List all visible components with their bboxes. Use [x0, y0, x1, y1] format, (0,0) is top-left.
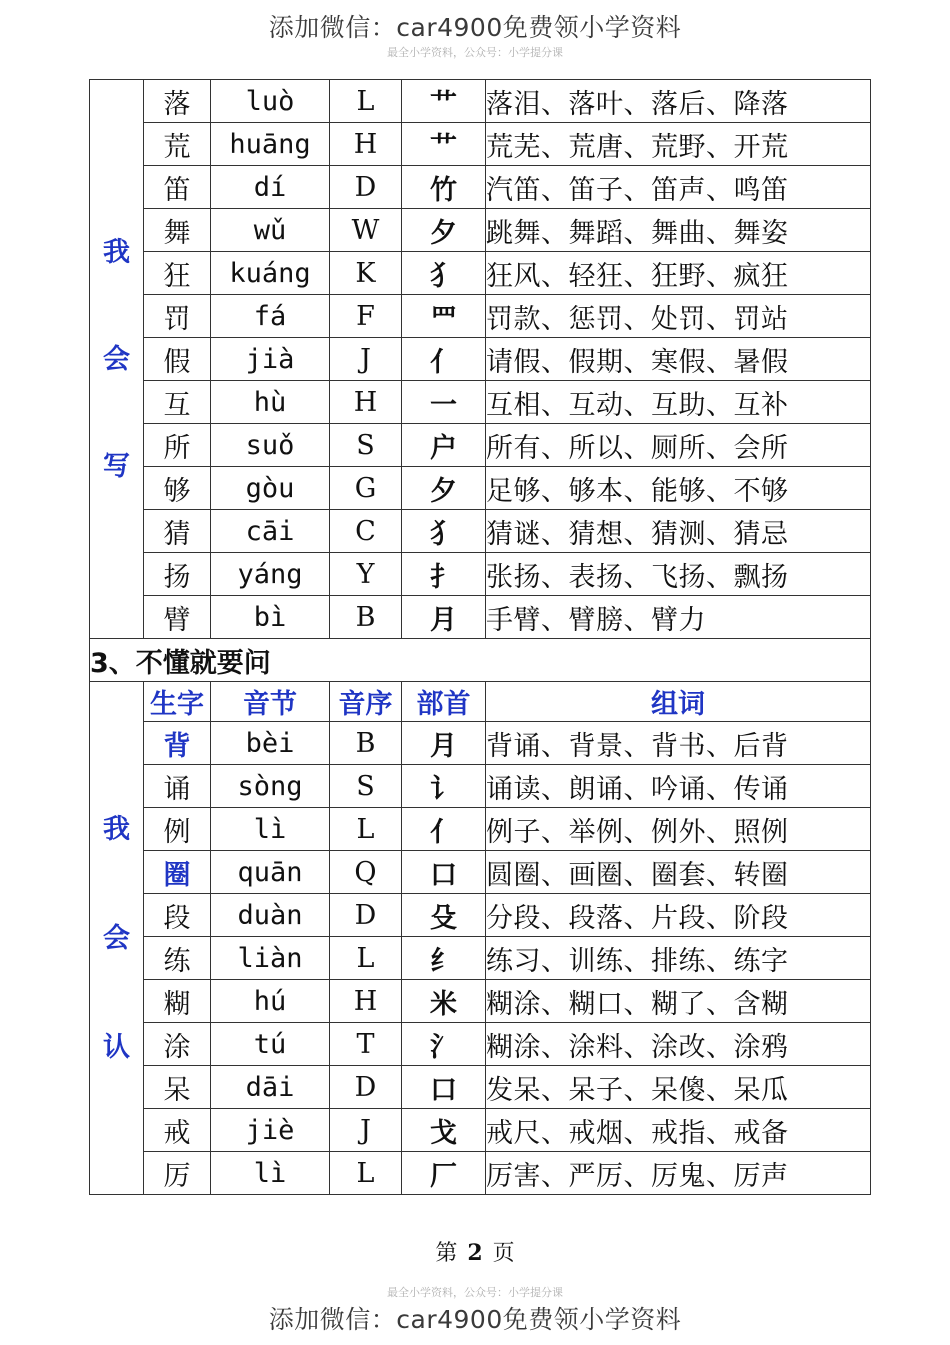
words-cell: 跳舞、舞蹈、舞曲、舞姿 — [486, 209, 871, 252]
pinyin-cell: lì — [211, 808, 330, 851]
table-row — [90, 1066, 871, 1109]
words-cell: 荒芜、荒唐、荒野、开荒 — [486, 123, 871, 166]
character-cell: 厉 — [144, 1152, 211, 1195]
character-cell: 诵 — [144, 765, 211, 808]
radical-cell: 扌 — [402, 553, 486, 596]
words-cell: 猜谜、猜想、猜测、猜忌 — [486, 510, 871, 553]
table-row — [90, 937, 871, 980]
pinyin-cell: luò — [211, 80, 330, 123]
table-row — [90, 1109, 871, 1152]
section-title: 3、不懂就要问 — [90, 639, 871, 682]
character-cell: 涂 — [144, 1023, 211, 1066]
pinyin-cell: dí — [211, 166, 330, 209]
letter-order-cell: J — [330, 1109, 402, 1152]
letter-order-cell: H — [330, 123, 402, 166]
words-cell: 足够、够本、能够、不够 — [486, 467, 871, 510]
table-row — [90, 424, 871, 467]
character-cell: 所 — [144, 424, 211, 467]
character-cell: 背 — [144, 722, 211, 765]
letter-order-cell: W — [330, 209, 402, 252]
table-row — [90, 980, 871, 1023]
character-cell: 臂 — [144, 596, 211, 639]
radical-cell: 夕 — [402, 209, 486, 252]
section-label-char: 我 — [103, 813, 130, 845]
section-title-row — [90, 639, 871, 682]
letter-order-cell: Q — [330, 851, 402, 894]
words-cell: 例子、举例、例外、照例 — [486, 808, 871, 851]
letter-order-cell: L — [330, 80, 402, 123]
character-cell: 例 — [144, 808, 211, 851]
character-cell: 糊 — [144, 980, 211, 1023]
pinyin-cell: huāng — [211, 123, 330, 166]
words-cell: 背诵、背景、背书、后背 — [486, 722, 871, 765]
radical-cell: 犭 — [402, 510, 486, 553]
words-cell: 所有、所以、厕所、会所 — [486, 424, 871, 467]
letter-order-cell: D — [330, 166, 402, 209]
character-cell: 扬 — [144, 553, 211, 596]
pinyin-cell: cāi — [211, 510, 330, 553]
letter-order-cell: K — [330, 252, 402, 295]
character-cell: 呆 — [144, 1066, 211, 1109]
radical-cell: 竹 — [402, 166, 486, 209]
pinyin-cell: kuáng — [211, 252, 330, 295]
table-row — [90, 894, 871, 937]
pinyin-cell: lì — [211, 1152, 330, 1195]
table-row — [90, 1023, 871, 1066]
table-row — [90, 381, 871, 424]
character-cell: 段 — [144, 894, 211, 937]
character-cell: 笛 — [144, 166, 211, 209]
radical-cell: 厂 — [402, 1152, 486, 1195]
words-cell: 罚款、惩罚、处罚、罚站 — [486, 295, 871, 338]
letter-order-cell: Y — [330, 553, 402, 596]
radical-cell: 艹 — [402, 80, 486, 123]
letter-order-cell: S — [330, 424, 402, 467]
character-cell: 舞 — [144, 209, 211, 252]
words-cell: 戒尺、戒烟、戒指、戒备 — [486, 1109, 871, 1152]
radical-cell: 口 — [402, 1066, 486, 1109]
table-header-row — [90, 682, 871, 722]
character-cell: 假 — [144, 338, 211, 381]
table-row — [90, 510, 871, 553]
pinyin-cell: liàn — [211, 937, 330, 980]
radical-cell: 犭 — [402, 252, 486, 295]
letter-order-cell: F — [330, 295, 402, 338]
radical-cell: 殳 — [402, 894, 486, 937]
words-cell: 分段、段落、片段、阶段 — [486, 894, 871, 937]
character-cell: 圈 — [144, 851, 211, 894]
radical-cell: 亻 — [402, 338, 486, 381]
words-cell: 请假、假期、寒假、暑假 — [486, 338, 871, 381]
letter-order-cell: L — [330, 937, 402, 980]
pinyin-cell: bèi — [211, 722, 330, 765]
table-row — [90, 553, 871, 596]
character-cell: 落 — [144, 80, 211, 123]
table-row — [90, 338, 871, 381]
table-row — [90, 1152, 871, 1195]
table-row — [90, 765, 871, 808]
pinyin-cell: sòng — [211, 765, 330, 808]
header-order: 音序 — [330, 682, 402, 722]
words-cell: 糊涂、涂料、涂改、涂鸦 — [486, 1023, 871, 1066]
letter-order-cell: C — [330, 510, 402, 553]
page-suffix: 页 — [492, 1241, 515, 1266]
radical-cell: 口 — [402, 851, 486, 894]
words-cell: 狂风、轻狂、狂野、疯狂 — [486, 252, 871, 295]
character-cell: 互 — [144, 381, 211, 424]
letter-order-cell: D — [330, 1066, 402, 1109]
words-cell: 汽笛、笛子、笛声、鸣笛 — [486, 166, 871, 209]
words-cell: 落泪、落叶、落后、降落 — [486, 80, 871, 123]
table-row — [90, 209, 871, 252]
radical-cell: 米 — [402, 980, 486, 1023]
pinyin-cell: tú — [211, 1023, 330, 1066]
section-label-char: 写 — [103, 450, 130, 482]
letter-order-cell: T — [330, 1023, 402, 1066]
letter-order-cell: S — [330, 765, 402, 808]
table-row — [90, 166, 871, 209]
radical-cell: 夕 — [402, 467, 486, 510]
letter-order-cell: B — [330, 722, 402, 765]
pinyin-cell: fá — [211, 295, 330, 338]
section-label-write — [90, 80, 144, 639]
character-cell: 够 — [144, 467, 211, 510]
header-character: 生字 — [144, 682, 211, 722]
radical-cell: 罒 — [402, 295, 486, 338]
section-label-recognize — [90, 682, 144, 1195]
words-cell: 张扬、表扬、飞扬、飘扬 — [486, 553, 871, 596]
letter-order-cell: H — [330, 980, 402, 1023]
words-cell: 糊涂、糊口、糊了、含糊 — [486, 980, 871, 1023]
radical-cell: 氵 — [402, 1023, 486, 1066]
character-cell: 狂 — [144, 252, 211, 295]
radical-cell: 月 — [402, 722, 486, 765]
faint-footer-text: 最全小学资料，公众号：小学提分课 — [387, 1286, 563, 1299]
letter-order-cell: H — [330, 381, 402, 424]
character-cell: 猜 — [144, 510, 211, 553]
vocabulary-table — [89, 79, 871, 1195]
table-row — [90, 467, 871, 510]
letter-order-cell: G — [330, 467, 402, 510]
radical-cell: 戈 — [402, 1109, 486, 1152]
table-row — [90, 808, 871, 851]
pinyin-cell: jià — [211, 338, 330, 381]
radical-cell: 一 — [402, 381, 486, 424]
character-cell: 罚 — [144, 295, 211, 338]
words-cell: 互相、互动、互助、互补 — [486, 381, 871, 424]
header-words: 组词 — [486, 682, 871, 722]
watermark-bottom: 添加微信：car4900免费领小学资料 — [268, 1305, 682, 1334]
radical-cell: 月 — [402, 596, 486, 639]
character-cell: 练 — [144, 937, 211, 980]
header-pinyin: 音节 — [211, 682, 330, 722]
words-cell: 练习、训练、排练、练字 — [486, 937, 871, 980]
table-row — [90, 123, 871, 166]
pinyin-cell: hú — [211, 980, 330, 1023]
section-label-char: 会 — [103, 922, 130, 954]
watermark-top: 添加微信：car4900免费领小学资料 — [268, 13, 682, 42]
table-row — [90, 851, 871, 894]
faint-header-text: 最全小学资料，公众号：小学提分课 — [387, 46, 563, 59]
words-cell: 发呆、呆子、呆傻、呆瓜 — [486, 1066, 871, 1109]
table-row — [90, 295, 871, 338]
letter-order-cell: L — [330, 1152, 402, 1195]
letter-order-cell: D — [330, 894, 402, 937]
pinyin-cell: bì — [211, 596, 330, 639]
words-cell: 厉害、严厉、厉鬼、厉声 — [486, 1152, 871, 1195]
table-row — [90, 596, 871, 639]
section-label-char: 会 — [103, 343, 130, 375]
words-cell: 诵读、朗诵、吟诵、传诵 — [486, 765, 871, 808]
radical-cell: 户 — [402, 424, 486, 467]
pinyin-cell: wǔ — [211, 209, 330, 252]
letter-order-cell: J — [330, 338, 402, 381]
pinyin-cell: yáng — [211, 553, 330, 596]
header-radical: 部首 — [402, 682, 486, 722]
page-number: 2 — [467, 1240, 483, 1266]
letter-order-cell: L — [330, 808, 402, 851]
section-label-char: 认 — [103, 1031, 130, 1063]
table-row — [90, 80, 871, 123]
pinyin-cell: duàn — [211, 894, 330, 937]
letter-order-cell: B — [330, 596, 402, 639]
pinyin-cell: hù — [211, 381, 330, 424]
table-row — [90, 252, 871, 295]
radical-cell: 艹 — [402, 123, 486, 166]
pinyin-cell: suǒ — [211, 424, 330, 467]
words-cell: 圆圈、画圈、圈套、转圈 — [486, 851, 871, 894]
section-label-char: 我 — [103, 236, 130, 268]
character-cell: 戒 — [144, 1109, 211, 1152]
table-row — [90, 722, 871, 765]
pinyin-cell: jiè — [211, 1109, 330, 1152]
radical-cell: 讠 — [402, 765, 486, 808]
radical-cell: 亻 — [402, 808, 486, 851]
radical-cell: 纟 — [402, 937, 486, 980]
pinyin-cell: quān — [211, 851, 330, 894]
page-footer — [0, 1236, 950, 1267]
pinyin-cell: gòu — [211, 467, 330, 510]
pinyin-cell: dāi — [211, 1066, 330, 1109]
words-cell: 手臂、臂膀、臂力 — [486, 596, 871, 639]
character-cell: 荒 — [144, 123, 211, 166]
page-prefix: 第 — [435, 1241, 458, 1266]
